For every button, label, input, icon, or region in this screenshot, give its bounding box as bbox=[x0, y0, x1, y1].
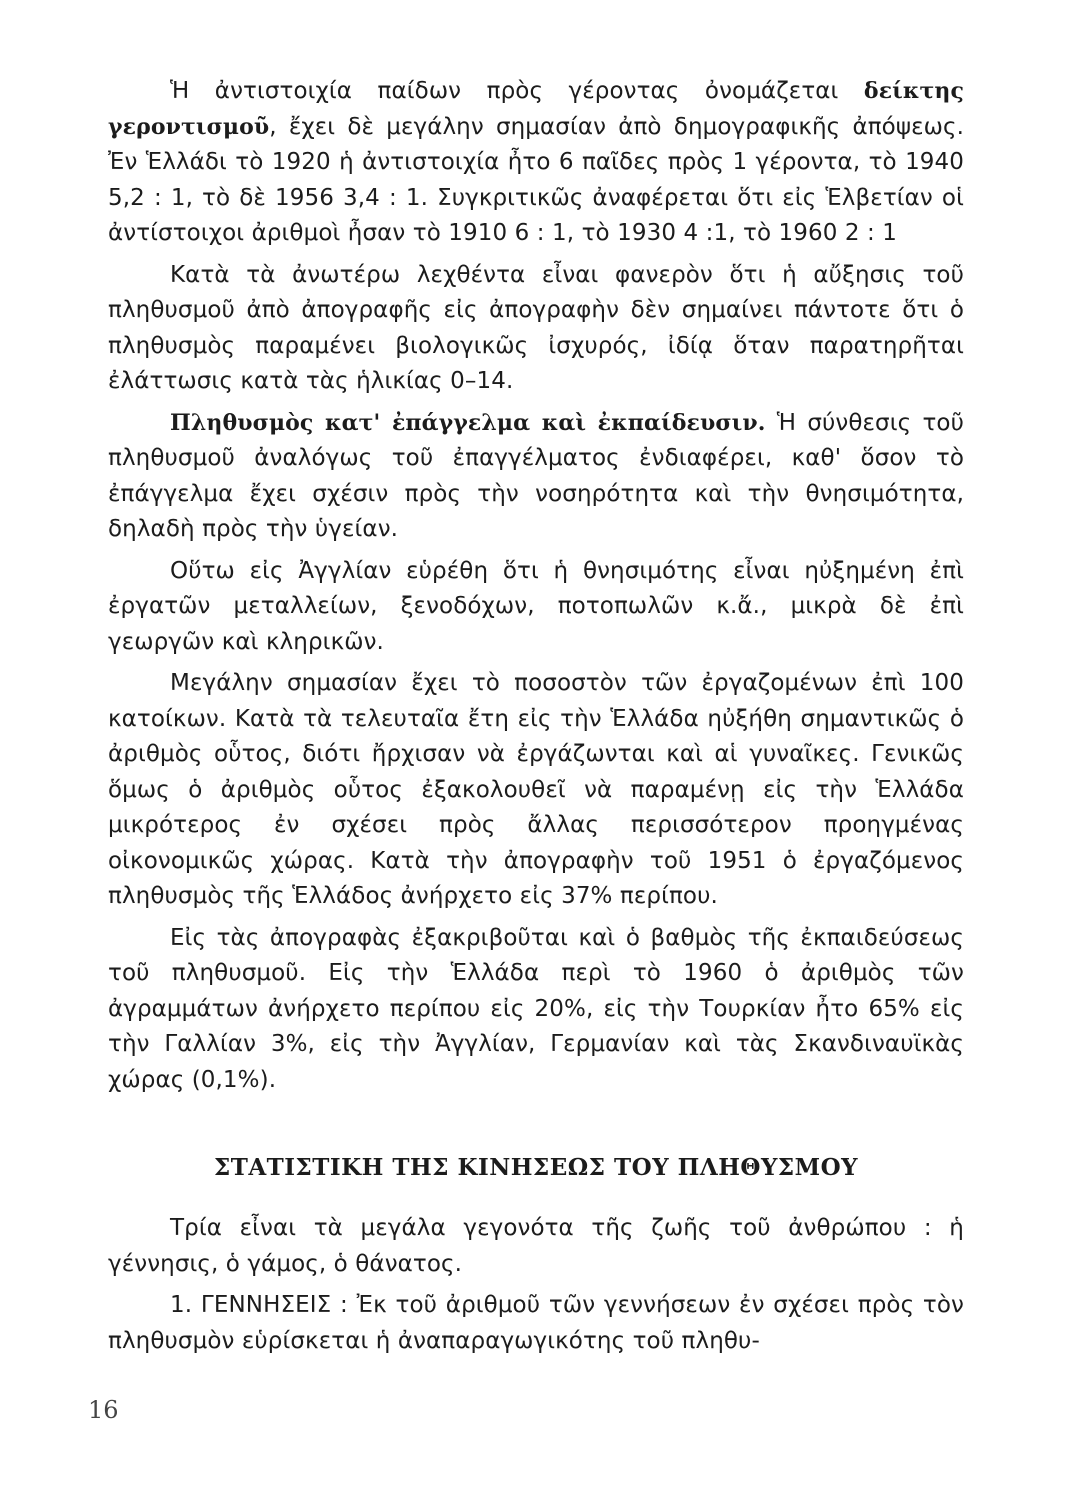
paragraph-text: Ἡ ἀντιστοιχία παίδων πρὸς γέροντας ὀνομάζεται bbox=[170, 78, 864, 104]
paragraph-working-population: Μεγάλην σημασίαν ἔχει τὸ ποσοστὸν τῶν ἐργαζομένων ἐπὶ 100 κατοίκων. Κατὰ τὰ τελευταῖα ἔτη εἰς τὴν Ἑλλάδα ηὐξήθη σημαντικῶς ὁ ἀριθμὸς οὗτος, διότι ἤρχισαν νὰ ἐργάζωνται καὶ αἱ γυναῖκες. Γενικῶς ὅμως ὁ ἀριθμὸς οὗτος ἐξακολουθεῖ νὰ παραμένῃ εἰς τὴν Ἑλλάδα μικρότερος ἐν σχέσει πρὸς ἄλλας περισσότερον προηγμένας οἰκονομικῶς χώρας. Κατὰ τὴν ἀπογραφὴν τοῦ 1951 ὁ ἐργαζόμενος πληθυσμὸς τῆς Ἑλλάδος ἀνήρχετο εἰς 37% περίπου. bbox=[108, 670, 964, 909]
paragraph-england-mortality: Οὕτω εἰς Ἀγγλίαν εὑρέθη ὅτι ἡ θνησιμότης εἶναι ηὐξημένη ἐπὶ ἐργατῶν μεταλλείων, ξενοδόχων, ποτοπωλῶν κ.ἄ., μικρὰ δὲ ἐπὶ γεωργῶν καὶ κληρικῶν. bbox=[108, 557, 964, 655]
paragraph-text: Ἡ σύνθεσις τοῦ πληθυσμοῦ ἀναλόγως τοῦ ἐπαγγέλματος ἐνδιαφέρει, καθ' ὅσον τὸ ἐπάγγελμα ἔχει σχέσιν πρὸς τὴν νοσηρότητα καὶ τὴν θνησιμότητα, δηλαδὴ πρὸς τὴν ὑγείαν. bbox=[108, 409, 964, 542]
paragraph-education-level: Εἰς τὰς ἀπογραφὰς ἐξακριβοῦται καὶ ὁ βαθμὸς τῆς ἐκπαιδεύσεως τοῦ πληθυσμοῦ. Εἰς τὴν Ἑλλάδα περὶ τὸ 1960 ὁ ἀριθμὸς τῶν ἀγραμμάτων ἀνήρχετο περίπου εἰς 20%, εἰς τὴν Τουρκίαν ἦτο 65% εἰς τὴν Γαλλίαν 3%, εἰς τὴν Ἀγγλίαν, Γερμανίαν καὶ τὰς Σκανδιναυϊκὰς χώρας (0,1%). bbox=[108, 924, 964, 1093]
paragraph-occupation-education bbox=[108, 406, 964, 548]
page-number: 16 bbox=[88, 1396, 119, 1424]
paragraph-aging-index bbox=[108, 74, 964, 252]
paragraph-text: , ἔχει δὲ μεγάλην σημασίαν ἀπὸ δημογραφικῆς ἀπόψεως. Ἐν Ἑλλάδι τὸ 1920 ἡ ἀντιστοιχία ἦτο 6 παῖδες πρὸς 1 γέροντα, τὸ 1940 5,2 : 1, τὸ δὲ 1956 3,4 : 1. Συγκριτικῶς ἀναφέρεται ὅτι εἰς Ἑλβετίαν οἱ ἀντίστοιχοι ἀριθμοὶ ἦσαν τὸ 1910 6 : 1, τὸ 1930 4 :1, τὸ 1960 2 : 1 bbox=[108, 113, 964, 246]
paragraph-population-growth: Κατὰ τὰ ἀνωτέρω λεχθέντα εἶναι φανερὸν ὅτι ἡ αὔξησις τοῦ πληθυσμοῦ ἀπὸ ἀπογραφῆς εἰς ἀπογραφὴν δὲν σημαίνει πάντοτε ὅτι ὁ πληθυσμὸς παραμένει βιολογικῶς ἰσχυρός, ἰδίᾳ ὅταν παρατηρῆται ἐλάττωσις κατὰ τὰς ἡλικίας 0–14. bbox=[108, 261, 964, 394]
paragraph-life-events: Τρία εἶναι τὰ μεγάλα γεγονότα τῆς ζωῆς τοῦ ἀνθρώπου : ἡ γέννησις, ὁ γάμος, ὁ θάνατος. bbox=[108, 1215, 964, 1277]
paragraph-births: 1. ΓΕΝΝΗΣΕΙΣ : Ἐκ τοῦ ἀριθμοῦ τῶν γεννήσεων ἐν σχέσει πρὸς τὸν πληθυσμὸν εὑρίσκεται ἡ ἀναπαραγωγικότης τοῦ πληθυ- bbox=[108, 1292, 964, 1354]
section-heading: ΣΤΑΤΙΣΤΙΚΗ ΤΗΣ ΚΙΝΗΣΕΩΣ ΤΟΥ ΠΛΗΘΥΣΜΟΥ bbox=[213, 1154, 859, 1181]
run-in-heading: Πληθυσμὸς κατ' ἐπάγγελμα καὶ ἐκπαίδευσιν. bbox=[170, 409, 766, 436]
bold-term-aging-index: δείκτης γεροντισμοῦ bbox=[108, 78, 964, 140]
